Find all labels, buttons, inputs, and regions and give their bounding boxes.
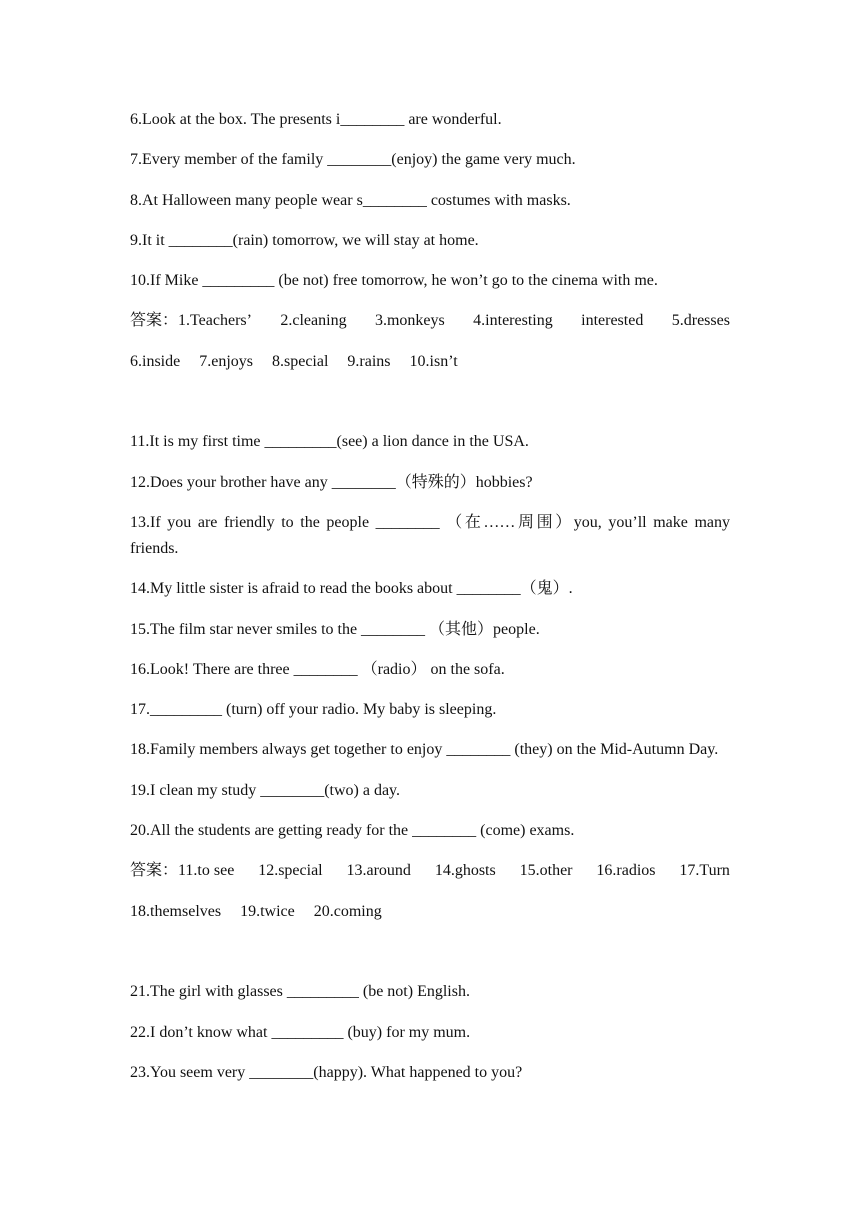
answer-key-1-line-2 (130, 349, 730, 375)
answer-15: 15.other (519, 862, 573, 880)
answer-4b: interested (581, 312, 644, 330)
answer-label: 答案：11.to see (130, 862, 235, 880)
answer-12: 12.special (258, 862, 323, 880)
answer-6: 6.inside (130, 352, 181, 370)
answer-10: 10.isn’t (409, 352, 458, 370)
exercise-content (130, 107, 730, 1100)
answer-2: 2.cleaning (280, 312, 347, 330)
question-13: 13.If you are friendly to the people ________ （在……周围）you, you’ll make many friends. (130, 513, 730, 557)
answer-7: 7.enjoys (199, 352, 253, 370)
question-7: 7.Every member of the family ________(enjoy) the game very much. (130, 151, 576, 169)
answer-5: 5.dresses (671, 312, 730, 330)
question-21: 21.The girl with glasses _________ (be not) English. (130, 983, 470, 1001)
question-20: 20.All the students are getting ready for the ________ (come) exams. (130, 822, 575, 840)
question-8: 8.At Halloween many people wear s________ costumes with masks. (130, 191, 571, 209)
answer-key-2-line-2 (130, 899, 730, 925)
question-10: 10.If Mike _________ (be not) free tomorrow, he won’t go to the cinema with me. (130, 272, 658, 290)
answer-3: 3.monkeys (374, 312, 445, 330)
answer-key-1-line-1 (130, 308, 730, 334)
question-12: 12.Does your brother have any ________（特殊的）hobbies? (130, 473, 533, 491)
question-15: 15.The film star never smiles to the ________ （其他）people. (130, 620, 540, 638)
answer-label: 答案：1.Teachers’ (130, 312, 252, 330)
section-gap (130, 939, 730, 979)
answer-14: 14.ghosts (434, 862, 496, 880)
answer-13: 13.around (346, 862, 411, 880)
question-9: 9.It it ________(rain) tomorrow, we will stay at home. (130, 231, 479, 249)
answer-19: 19.twice (240, 902, 295, 920)
answer-16: 16.radios (596, 862, 656, 880)
answer-17: 17.Turn (679, 862, 730, 880)
question-19: 19.I clean my study ________(two) a day. (130, 781, 401, 799)
answer-8: 8.special (272, 352, 329, 370)
answer-key-2-line-1 (130, 858, 730, 884)
answer-20: 20.coming (313, 902, 382, 920)
answer-18: 18.themselves (130, 902, 222, 920)
answer-9: 9.rains (347, 352, 391, 370)
question-18: 18.Family members always get together to enjoy ________ (they) on the Mid-Autumn Day. (130, 741, 719, 759)
question-11: 11.It is my first time _________(see) a lion dance in the USA. (130, 433, 529, 451)
section-gap (130, 389, 730, 429)
question-16: 16.Look! There are three ________ （radio） on the sofa. (130, 660, 505, 678)
answer-4a: 4.interesting (473, 312, 553, 330)
question-14: 14.My little sister is afraid to read the books about ________（鬼）. (130, 580, 573, 598)
question-23: 23.You seem very ________(happy). What happened to you? (130, 1063, 523, 1081)
question-17: 17._________ (turn) off your radio. My baby is sleeping. (130, 701, 497, 719)
question-6: 6.Look at the box. The presents i________ are wonderful. (130, 111, 502, 128)
question-22: 22.I don’t know what _________ (buy) for my mum. (130, 1023, 471, 1041)
